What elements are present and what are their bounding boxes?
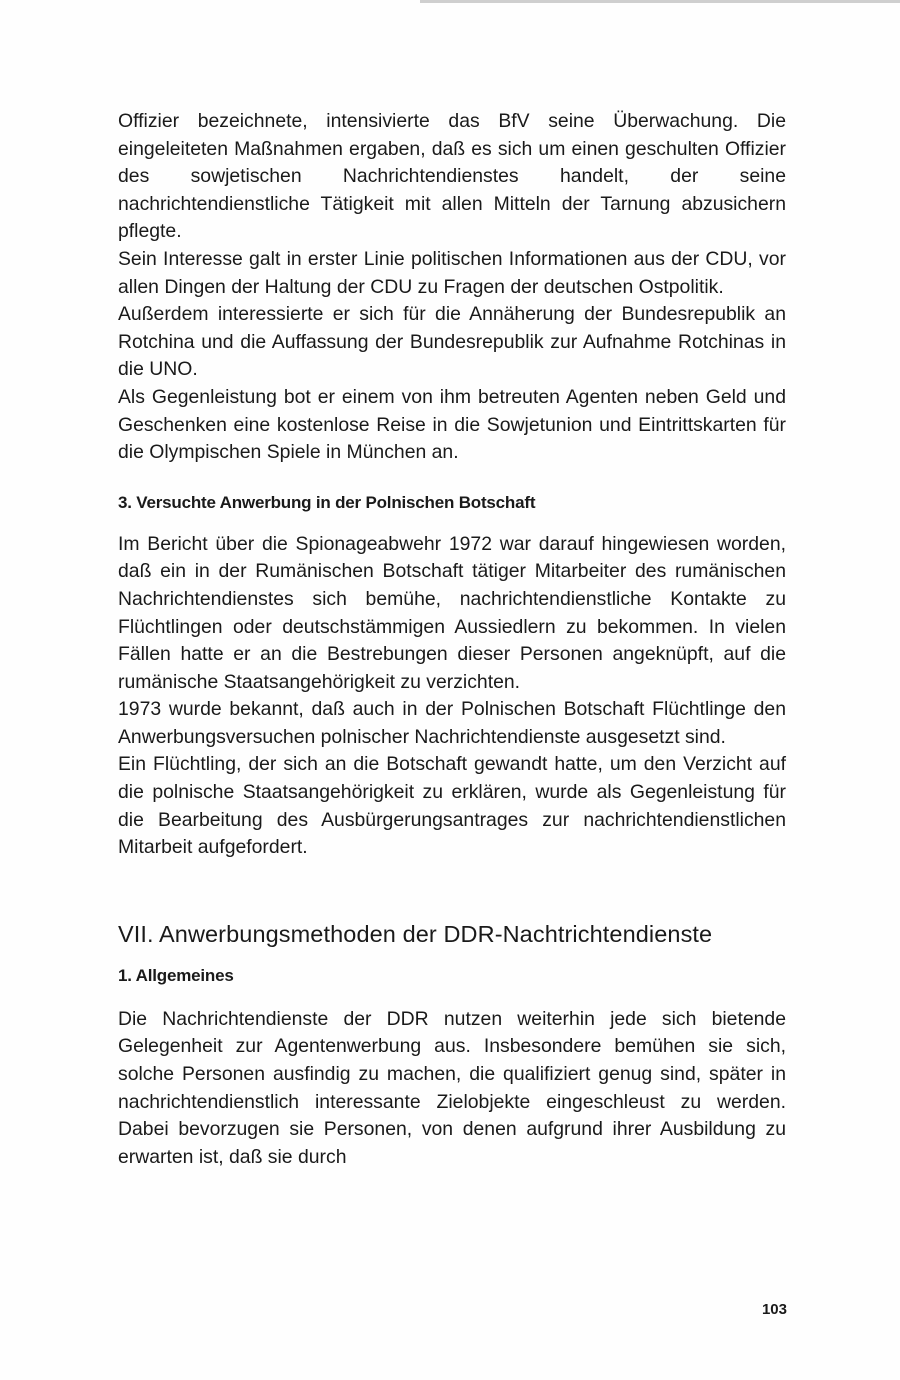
page-number: 103 bbox=[761, 1301, 787, 1318]
page-top-edge bbox=[420, 0, 900, 3]
page-content bbox=[118, 108, 786, 1171]
body-paragraph: Außerdem interessierte er sich für die Annäherung der Bundesrepublik an Rotchina und die Auffassung der Bundesrepublik zur Aufnahme Rotchinas in die UNO. bbox=[118, 303, 786, 381]
body-paragraph: Im Bericht über die Spionageabwehr 1972 war darauf hingewiesen worden, daß ein in der Rumänischen Botschaft tätiger Mitarbeiter des rumänischen Nachrichtendienstes sich bemühe, nachrichtendienstliche Kontakte zu Flüchtlingen oder deutschstämmigen Aussiedlern zu bekommen. In vielen Fällen hatte er an die Bestrebungen dieser Personen angeknüpft, auf die rumänische Staatsangehörigkeit zu verzichten. bbox=[118, 532, 786, 693]
body-paragraph: Als Gegenleistung bot er einem von ihm betreuten Agenten neben Geld und Geschenken eine kostenlose Reise in die Sowjetunion und Eintrittskarten für die Olympischen Spiele in München an. bbox=[118, 385, 786, 464]
body-paragraph: Offizier bezeichnete, intensivierte das BfV seine Überwachung. Die eingeleiteten Maßnahmen ergaben, daß es sich um einen geschulten Offizier des sowjetischen Nachrichtendienstes handelt, der seine nachrichtendienstliche Tätigkeit mit allen Mitteln der Tarnung abzusichern pflegte. bbox=[118, 110, 786, 243]
section-heading-polish-embassy: 3. Versuchte Anwerbung in der Polnischen Botschaft bbox=[118, 492, 536, 512]
body-paragraph: Die Nachrichtendienste der DDR nutzen weiterhin jede sich bietende Gelegenheit zur Agentenwerbung aus. Insbesondere bemühen sie sich, solche Personen ausfindig zu machen, die qualifiziert genug sind, später in nachrichtendienstlich interessante Zielobjekte eingeschleust zu werden. Dabei bevorzugen sie Personen, von denen aufgrund ihrer Ausbildung zu erwarten ist, daß sie durch bbox=[118, 1007, 786, 1168]
body-paragraph: Sein Interesse galt in erster Linie politischen Informationen aus der CDU, vor allen Dingen der Haltung der CDU zu Fragen der deutschen Ostpolitik. bbox=[118, 247, 786, 298]
body-paragraph: Ein Flüchtling, der sich an die Botschaft gewandt hatte, um den Verzicht auf die polnische Staatsangehörigkeit zu erklären, wurde als Gegenleistung für die Bearbeitung des Ausbürgerungsantrages zur nachrichtendienstlichen Mitarbeit aufgefordert. bbox=[118, 753, 786, 859]
chapter-heading: VII. Anwerbungsmethoden der DDR-Nachtrichtendienste bbox=[118, 920, 713, 947]
section-heading-general: 1. Allgemeines bbox=[118, 965, 234, 985]
body-paragraph: 1973 wurde bekannt, daß auch in der Polnischen Botschaft Flüchtlinge den Anwerbungsversuchen polnischer Nachrichtendienste ausgesetzt sind. bbox=[118, 698, 786, 748]
